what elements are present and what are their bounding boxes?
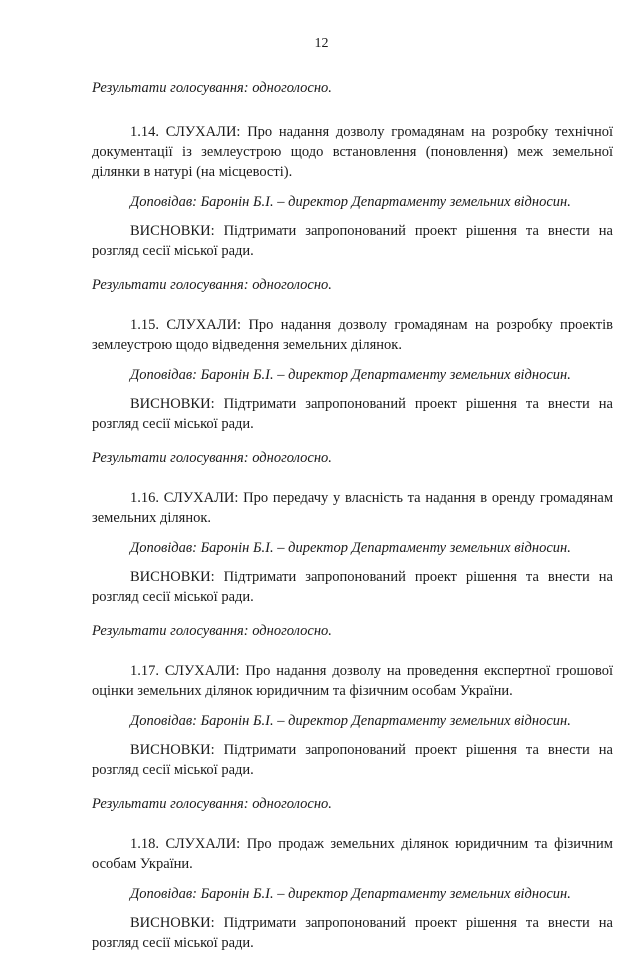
heard-paragraph: 1.18. СЛУХАЛИ: Про продаж земельних ділянок юридичним та фізичним особам України. (92, 836, 613, 872)
conclusion-paragraph: ВИСНОВКИ: Підтримати запропонований проект рішення та внести на розгляд сесії міської ради. (92, 915, 613, 951)
voting-result: Результати голосування: одноголосно. (92, 80, 332, 96)
heard-paragraph: 1.17. СЛУХАЛИ: Про надання дозволу на проведення експертної грошової оцінки земельних ділянок юридичним та фізичним особам України. (92, 663, 613, 699)
speaker-line: Доповідав: Баронін Б.І. – директор Департаменту земельних відносин. (130, 886, 571, 902)
minutes-content (92, 78, 613, 967)
voting-result: Результати голосування: одноголосно. (92, 796, 332, 812)
heard-paragraph: 1.14. СЛУХАЛИ: Про надання дозволу громадянам на розробку технічної документації із землеустрою щодо встановлення (поновлення) меж земельної ділянки в натурі (на місцевості). (92, 124, 613, 180)
page-number: 12 (314, 36, 329, 51)
agenda-item-1-18 (92, 834, 613, 953)
voting-result: Результати голосування: одноголосно. (92, 623, 332, 639)
agenda-item-1-15 (92, 315, 613, 468)
voting-result: Результати голосування: одноголосно. (92, 450, 332, 466)
conclusion-paragraph: ВИСНОВКИ: Підтримати запропонований проект рішення та внести на розгляд сесії міської ради. (92, 223, 613, 259)
speaker-line: Доповідав: Баронін Б.І. – директор Департаменту земельних відносин. (130, 367, 571, 383)
speaker-line: Доповідав: Баронін Б.І. – директор Департаменту земельних відносин. (130, 713, 571, 729)
speaker-line: Доповідав: Баронін Б.І. – директор Департаменту земельних відносин. (130, 194, 571, 210)
speaker-line: Доповідав: Баронін Б.І. – директор Департаменту земельних відносин. (130, 540, 571, 556)
conclusion-paragraph: ВИСНОВКИ: Підтримати запропонований проект рішення та внести на розгляд сесії міської ради. (92, 396, 613, 432)
heard-paragraph: 1.15. СЛУХАЛИ: Про надання дозволу громадянам на розробку проектів землеустрою щодо відведення земельних ділянок. (92, 317, 613, 353)
agenda-item-1-14 (92, 122, 613, 295)
conclusion-paragraph: ВИСНОВКИ: Підтримати запропонований проект рішення та внести на розгляд сесії міської ради. (92, 742, 613, 778)
conclusion-paragraph: ВИСНОВКИ: Підтримати запропонований проект рішення та внести на розгляд сесії міської ради. (92, 569, 613, 605)
agenda-item-1-17 (92, 661, 613, 814)
agenda-item-1-16 (92, 488, 613, 641)
heard-paragraph: 1.16. СЛУХАЛИ: Про передачу у власність та надання в оренду громадянам земельних ділянок. (92, 490, 613, 526)
voting-result: Результати голосування: одноголосно. (92, 277, 332, 293)
